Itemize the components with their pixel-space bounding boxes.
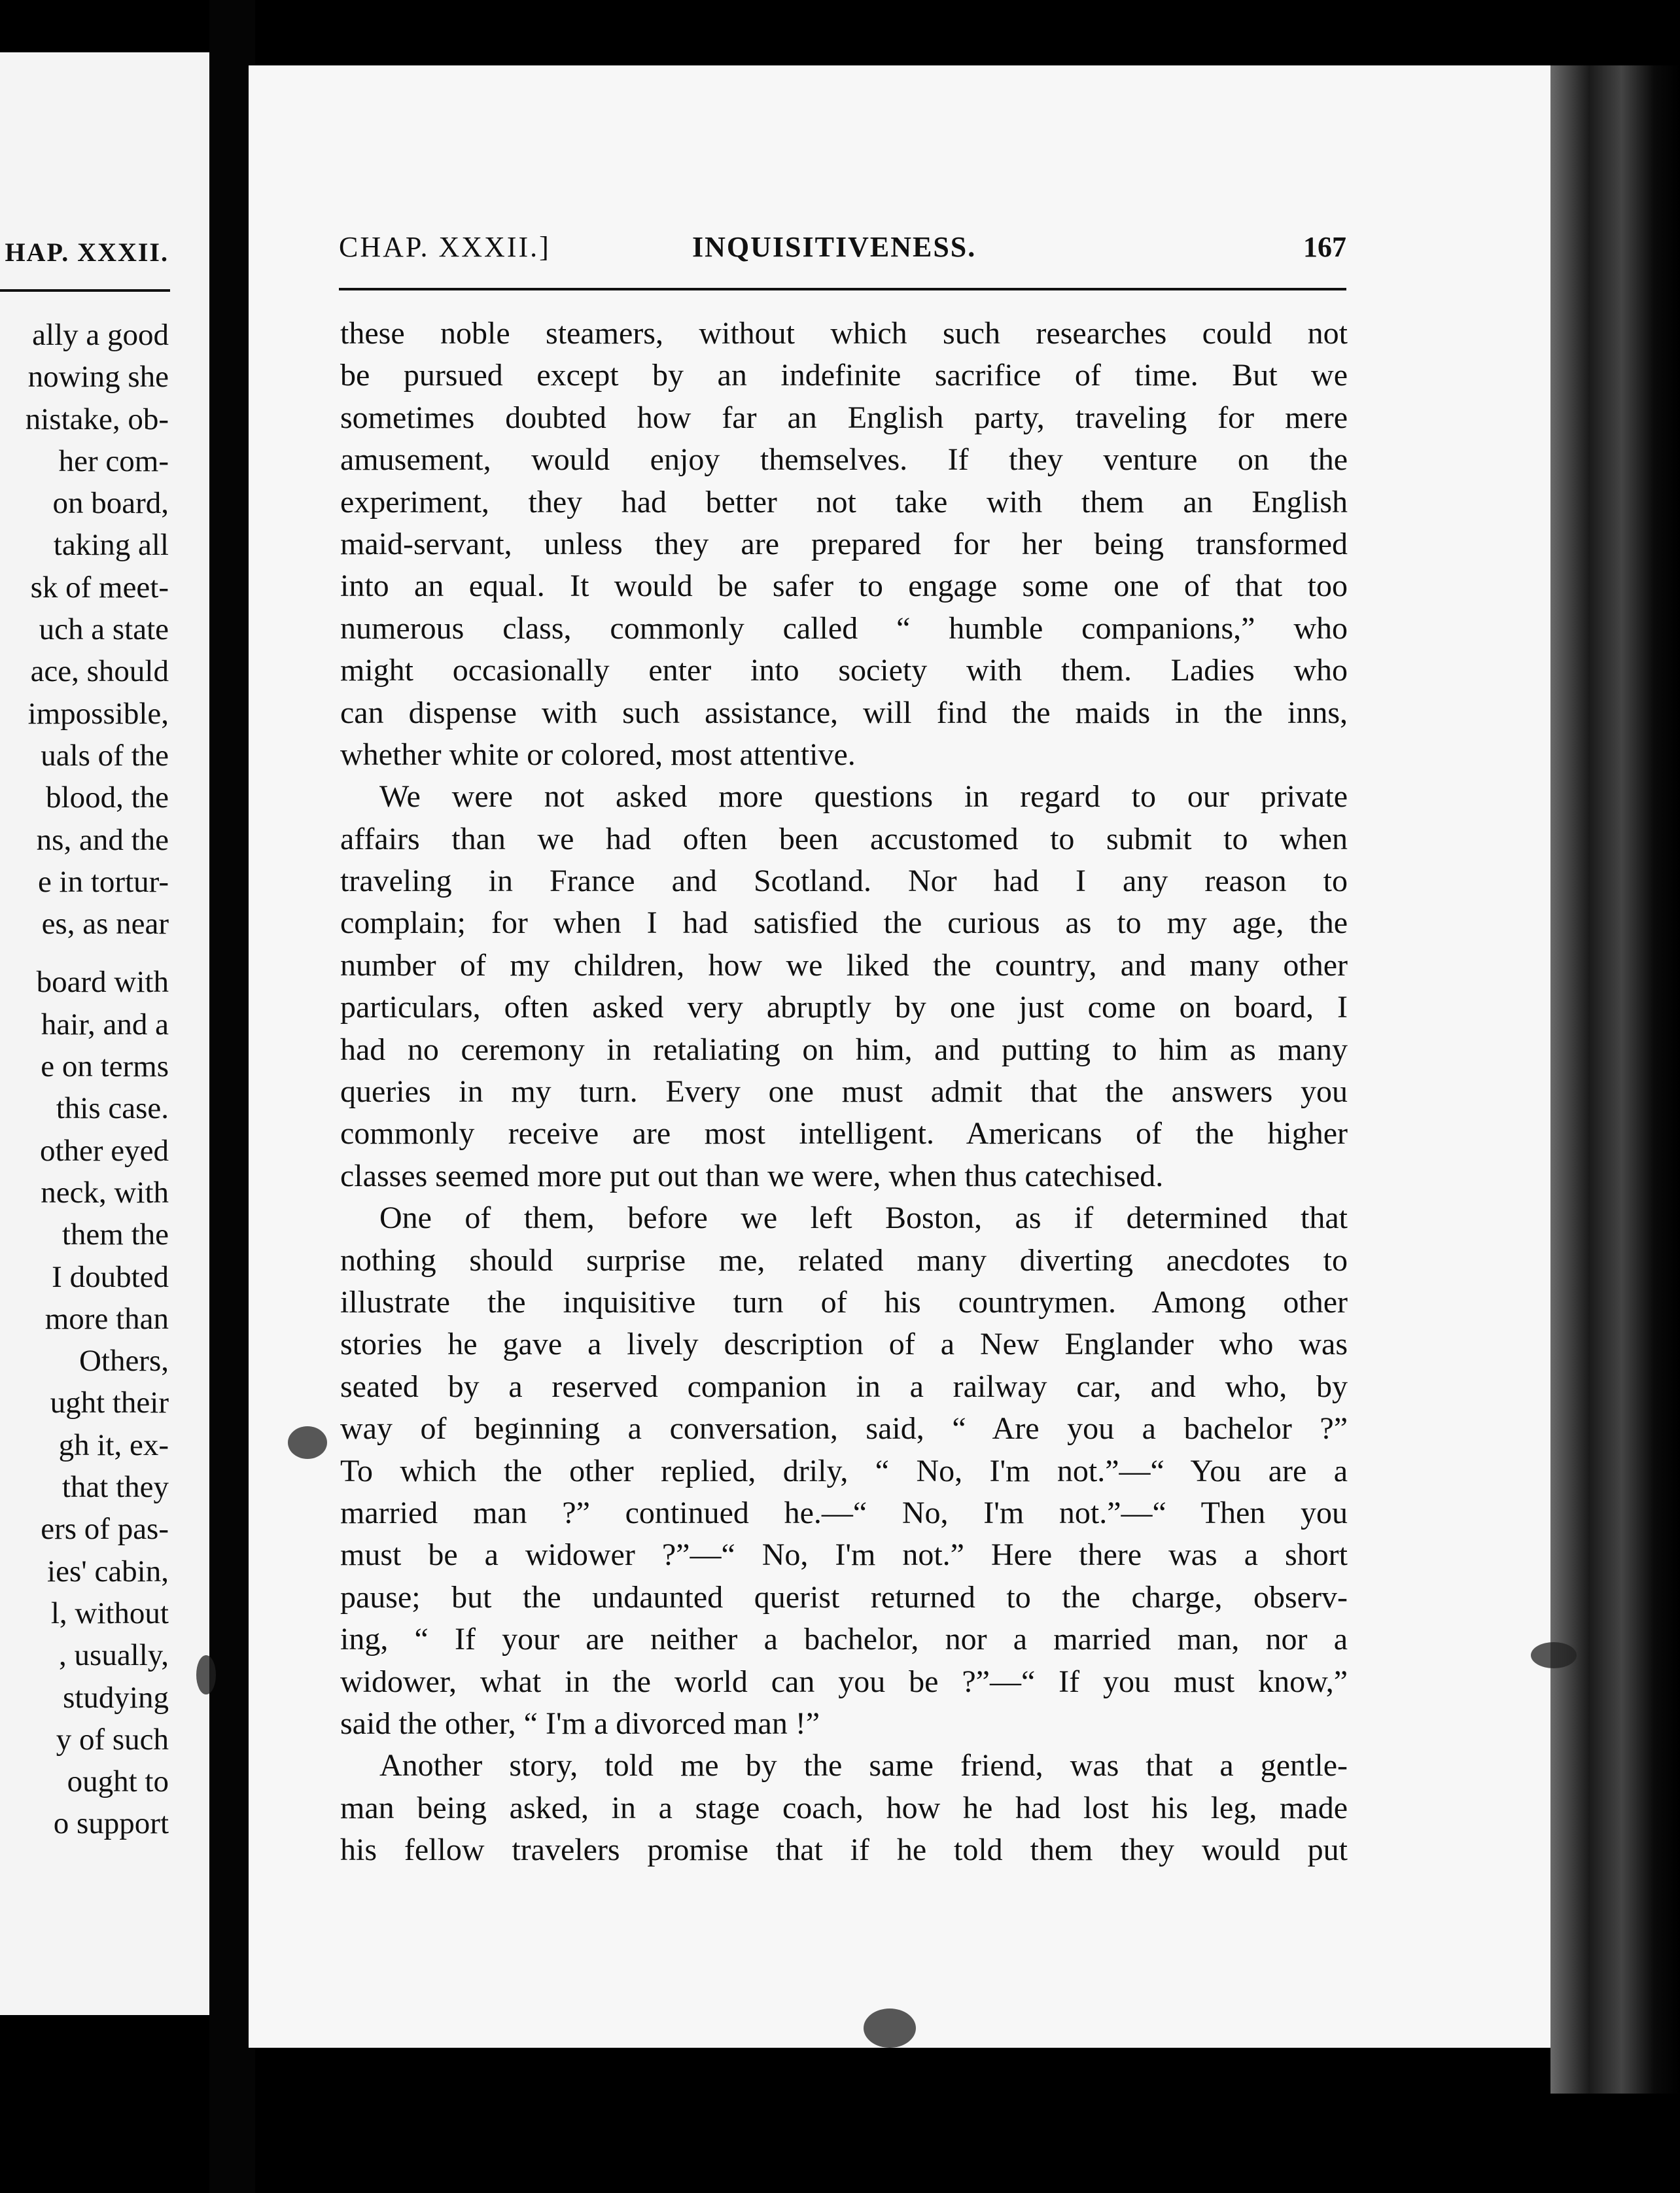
text-line: illustrate the inquisitive turn of his countrymen. Among other: [340, 1284, 1348, 1320]
text-line: ing, “ If your are neither a bachelor, nor a married man, nor a: [340, 1622, 1348, 1657]
left-text-line: I doubted: [52, 1259, 169, 1294]
left-text-line: ught their: [50, 1386, 169, 1420]
ink-blot: [1531, 1642, 1577, 1668]
text-line: married man ?” continued he.—“ No, I'm not.”—“ Then you: [340, 1495, 1348, 1530]
left-text-line: neck, with: [41, 1175, 169, 1210]
text-line: numerous class, commonly called “ humble companions,” who: [340, 610, 1348, 646]
left-text-line: y of such: [56, 1722, 169, 1757]
left-header-rule: [0, 289, 170, 292]
text-line: classes seemed more put out than we were, when thus catechised.: [340, 1158, 1164, 1193]
left-text-line: ies' cabin,: [47, 1554, 169, 1588]
text-line: queries in my turn. Every one must admit that the answers you: [340, 1074, 1348, 1110]
left-text-line: es, as near: [41, 907, 169, 941]
page-edges: [1550, 65, 1680, 2094]
left-text-line: this case.: [56, 1091, 169, 1126]
text-line: We were not asked more questions in regard to our private: [379, 779, 1348, 815]
left-text-line: on board,: [52, 486, 169, 521]
text-line: commonly receive are most intelligent. Americans of the higher: [340, 1116, 1348, 1151]
text-line: these noble steamers, without which such researches could not: [340, 316, 1348, 351]
left-facing-page: [0, 52, 209, 2015]
text-line: pause; but the undaunted querist returned to the charge, observ-: [340, 1579, 1348, 1615]
text-line: traveling in France and Scotland. Nor had I any reason to: [340, 864, 1348, 899]
ink-blot: [864, 2009, 916, 2048]
left-text-line: gh it, ex-: [58, 1428, 169, 1462]
text-line: seated by a reserved companion in a railway car, and who, by: [340, 1369, 1348, 1404]
left-text-line: impossible,: [27, 696, 169, 731]
left-text-line: blood, the: [46, 781, 169, 815]
left-text-line: taking all: [53, 528, 169, 563]
text-line: into an equal. It would be safer to engage some one of that too: [340, 569, 1348, 604]
left-text-line: nistake, ob-: [25, 402, 169, 436]
left-text-line: ally a good: [32, 318, 169, 352]
chapter-label: CHAP. XXXII.]: [339, 231, 551, 263]
left-text-line: ers of pas-: [41, 1512, 169, 1547]
text-line: his fellow travelers promise that if he told them they would put: [340, 1833, 1348, 1868]
left-text-line: uals of the: [41, 738, 169, 773]
ink-blot: [196, 1655, 216, 1694]
text-line: said the other, “ I'm a divorced man !”: [340, 1706, 820, 1741]
text-line: One of them, before we left Boston, as if determined that: [379, 1201, 1348, 1236]
text-line: nothing should surprise me, related many diverting anecdotes to: [340, 1242, 1348, 1278]
text-line: be pursued except by an indefinite sacrifice of time. But we: [340, 358, 1348, 393]
text-line: widower, what in the world can you be ?”—“ If you must know,”: [340, 1664, 1348, 1699]
text-line: affairs than we had often been accustomed to submit to when: [340, 821, 1348, 856]
left-text-line: e in tortur-: [37, 864, 169, 899]
left-text-line: ns, and the: [36, 822, 169, 857]
left-text-line: them the: [61, 1218, 169, 1252]
text-line: sometimes doubted how far an English party, traveling for mere: [340, 400, 1348, 435]
page-number: 167: [1303, 231, 1346, 263]
text-line: man being asked, in a stage coach, how he had lost his leg, made: [340, 1790, 1348, 1825]
text-line: maid-servant, unless they are prepared for her being transformed: [340, 526, 1348, 561]
text-line: must be a widower ?”—“ No, I'm not.” Here there was a short: [340, 1537, 1348, 1573]
left-text-line: other eyed: [39, 1133, 169, 1168]
left-text-line: ought to: [67, 1764, 169, 1799]
text-line: stories he gave a lively description of a New Englander who was: [340, 1327, 1348, 1362]
left-text-line: hair, and a: [41, 1007, 169, 1042]
left-running-head: HAP. XXXII.: [5, 237, 169, 267]
left-text-line: that they: [61, 1470, 169, 1505]
text-line: whether white or colored, most attentive.: [340, 737, 856, 772]
text-line: number of my children, how we liked the country, and many other: [340, 947, 1348, 983]
running-head: [339, 230, 1346, 270]
text-line: complain; for when I had satisfied the curious as to my age, the: [340, 905, 1348, 941]
left-text-line: l, without: [50, 1596, 169, 1630]
text-line: can dispense with such assistance, will find the maids in the inns,: [340, 695, 1348, 730]
left-text-line: her com-: [58, 444, 169, 478]
text-line: particulars, often asked very abruptly by one just come on board, I: [340, 990, 1348, 1025]
chapter-title: INQUISITIVENESS.: [692, 231, 977, 263]
left-text-line: studying: [63, 1680, 169, 1715]
header-rule: [339, 288, 1346, 290]
left-text-line: o support: [53, 1806, 169, 1841]
left-page-text: [26, 314, 169, 1845]
text-line: Another story, told me by the same friend, was that a gentle-: [379, 1748, 1348, 1783]
text-line: might occasionally enter into society with them. Ladies who: [340, 653, 1348, 688]
left-text-line: e on terms: [41, 1049, 169, 1084]
left-text-line: , usually,: [59, 1638, 169, 1673]
text-line: amusement, would enjoy themselves. If they venture on the: [340, 442, 1348, 478]
left-text-line: nowing she: [27, 360, 169, 395]
left-text-line: uch a state: [39, 612, 169, 647]
left-text-line: sk of meet-: [30, 570, 169, 605]
ink-blot: [288, 1426, 327, 1459]
body-text: [340, 313, 1348, 1871]
left-text-line: board with: [36, 965, 169, 1000]
text-line: experiment, they had better not take with them an English: [340, 484, 1348, 519]
left-text-line: ace, should: [30, 654, 169, 689]
text-line: had no ceremony in retaliating on him, and putting to him as many: [340, 1032, 1348, 1067]
text-line: To which the other replied, drily, “ No, I'm not.”—“ You are a: [340, 1453, 1348, 1488]
left-text-line: Others,: [79, 1344, 169, 1378]
left-text-line: more than: [44, 1301, 169, 1336]
text-line: way of beginning a conversation, said, “ Are you a bachelor ?”: [340, 1411, 1348, 1447]
